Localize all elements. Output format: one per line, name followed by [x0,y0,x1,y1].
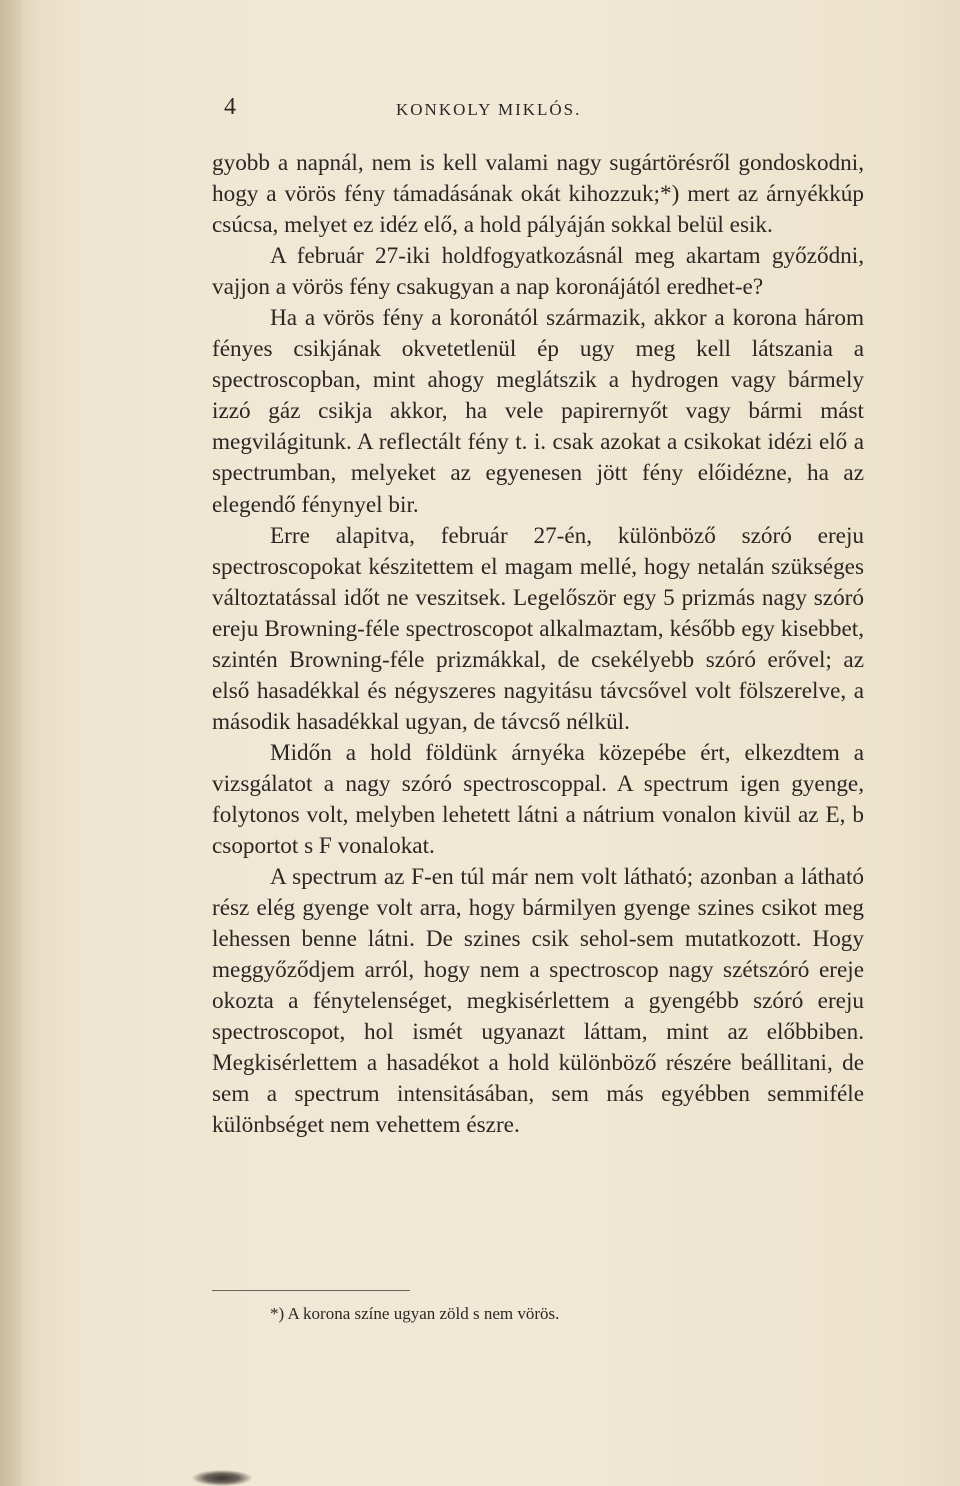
paragraph: Midőn a hold földünk árnyéka közepébe ért, elkezdtem a vizsgálatot a nagy szóró spectroscoppal. A spectrum igen gyenge, folytonos volt, melyben lehetett látni a nátrium vonalon kivül az E, b csoportot s F vonalokat. [212,739,864,860]
page-number: 4 [224,94,236,120]
scan-smudge [192,1470,252,1486]
running-head: KONKOLY MIKLÓS. [396,100,582,119]
body-text [212,148,864,1142]
footnote: *) A korona színe ugyan zöld s nem vörös. [270,1304,560,1323]
page-binding-edge [0,0,22,1486]
footnote-divider [212,1290,410,1291]
paragraph: gyobb a napnál, nem is kell valami nagy sugártörésről gondoskodni, hogy a vörös fény támadásának okát kihozzuk;*) mert az árnyékkúp csúcsa, melyet ez idéz elő, a hold pályáján sokkal belül esik. [212,150,864,239]
page-header [224,94,864,128]
paragraph: A spectrum az F-en túl már nem volt látható; azonban a látható rész elég gyenge volt arra, hogy bármilyen gyenge szines csikot meg lehessen benne látni. De szines csik sehol-sem mutatkozott. Hogy meggyőződjem arról, hogy nem a spectroscop nagy szétszóró ereje okozta a fénytelenséget, megkisérlettem a gyengébb szóró ereju spectroscopot, hol ismét ugyanazt láttam, mint az előbbiben. Megkisérlettem a hasadékot a hold különböző részére beállitani, de sem a spectrum intensitásában, sem más egyébben semmiféle különbséget nem vehettem észre. [212,864,864,1139]
paragraph: A február 27-iki holdfogyatkozásnál meg akartam győződni, vajjon a vörös fény csakugyan a nap koronájától eredhet-e? [212,243,864,301]
paragraph: Erre alapitva, február 27-én, különböző szóró ereju spectroscopokat készitettem el magam mellé, hogy netalán szükséges változtatással időt ne veszitsek. Legelőször egy 5 prizmás nagy szóró ereju Browning-féle spectroscopot alkalmaztam, később egy kisebbet, szintén Browning-féle prizmákkal, de csekélyebb szóró erővel; az első hasadékkal és négyszeres nagyitásu távcsővel volt fölszerelve, a második hasadékkal ugyan, de távcső nélkül. [212,522,864,735]
paragraph: Ha a vörös fény a koronától származik, akkor a korona három fényes csikjának okvetetlenül ép ugy meg kell látszania a spectroscopban, mint ahogy meglátszik a hydrogen vagy bármely izzó gáz csikja akkor, ha vele papirernyőt vagy bármi mást megvilágitunk. A reflectált fény t. i. csak azokat a csikokat idézi elő a spectrumban, melyeket az egyenesen jött fény előidézne, ha az elegendő fénynyel bir. [212,305,864,518]
